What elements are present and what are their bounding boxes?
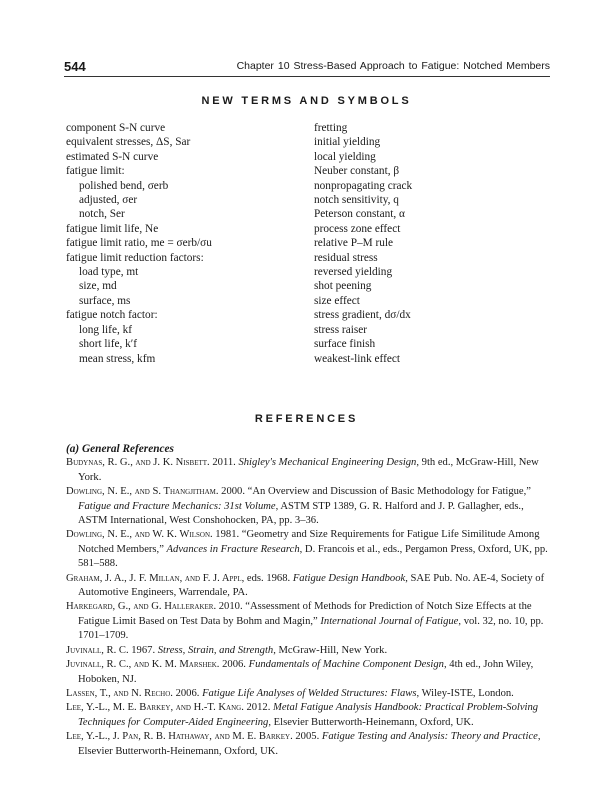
reference-pre: 1981. “Geometry and Size Requirements for Fatigue Life Similitude Among Notched Members,” bbox=[78, 529, 540, 555]
term-item: Peterson constant, α bbox=[314, 208, 405, 221]
term-item: fatigue notch factor: bbox=[66, 309, 158, 322]
reference-title: Metal Fatigue Analysis Handbook: Practical Problem-Solving Techniques for Computer-Aided Engineering bbox=[78, 702, 539, 728]
reference-entry bbox=[66, 687, 550, 701]
reference-title: Stress, Strain, and Strength bbox=[157, 644, 274, 656]
term-item: fatigue limit reduction factors: bbox=[66, 251, 204, 264]
reference-post: , SAE Pub. No. AE-4, Society of Automotive Engineers, Warrendale, PA. bbox=[78, 572, 545, 599]
term-item: process zone effect bbox=[314, 222, 401, 235]
term-item: size effect bbox=[314, 294, 360, 307]
reference-post: , Wiley-ISTE, London. bbox=[416, 687, 514, 699]
term-item: equivalent stresses, ΔS, Sar bbox=[66, 136, 191, 149]
reference-title: Fundamentals of Machine Component Design bbox=[248, 659, 444, 671]
reference-title: Shigley's Mechanical Engineering Design bbox=[238, 457, 417, 469]
reference-entry bbox=[66, 456, 550, 485]
reference-pre: 2000. “An Overview and Discussion of Basic Methodology for Fatigue,” bbox=[218, 486, 531, 498]
term-item: shot peening bbox=[314, 280, 372, 293]
reference-entry bbox=[66, 528, 550, 571]
references-list bbox=[66, 442, 550, 759]
term-item: Neuber constant, β bbox=[314, 165, 400, 178]
term-item: initial yielding bbox=[314, 136, 381, 149]
reference-entry bbox=[66, 701, 550, 730]
reference-authors: Budynas, R. G., and J. K. Nisbett. bbox=[66, 457, 210, 469]
term-item: component S-N curve bbox=[66, 122, 166, 134]
reference-title: Fatigue and Fracture Mechanics: 31st Volume bbox=[78, 500, 276, 512]
reference-post: , Elsevier Butterworth-Heinemann, Oxford, UK. bbox=[78, 731, 541, 757]
terms-left-column bbox=[66, 121, 212, 366]
term-item: relative P–M rule bbox=[314, 237, 394, 250]
reference-entry bbox=[66, 572, 550, 601]
term-item: adjusted, σer bbox=[79, 194, 138, 207]
reference-post: , McGraw-Hill, New York. bbox=[273, 644, 388, 656]
reference-authors: Juvinall, R. C., and K. M. Marshek. bbox=[66, 659, 220, 671]
term-item: surface, ms bbox=[79, 294, 131, 307]
reference-post: , vol. 32, no. 10, pp. 1701–1709. bbox=[78, 615, 544, 642]
term-item: reversed yielding bbox=[314, 266, 393, 279]
reference-post: , ASTM STP 1389, G. R. Halford and J. P. Gallagher, eds., ASTM International, West Conshohocken, PA, pp. 3–36. bbox=[78, 500, 524, 527]
reference-authors: Lee, Y.-L., J. Pan, R. B. Hathaway, and M. E. Barkey. bbox=[66, 731, 293, 743]
reference-post: , 4th ed., John Wiley, Hoboken, NJ. bbox=[78, 659, 534, 685]
term-item: polished bend, σerb bbox=[79, 179, 169, 192]
reference-entry bbox=[66, 485, 550, 528]
term-item: stress raiser bbox=[314, 323, 368, 336]
reference-pre: 1967. bbox=[128, 644, 158, 656]
term-item: stress gradient, dσ/dx bbox=[314, 309, 411, 322]
term-item: residual stress bbox=[314, 251, 378, 264]
term-item: local yielding bbox=[314, 150, 376, 163]
terms-right-column bbox=[314, 121, 412, 366]
term-item: load type, mt bbox=[79, 266, 139, 279]
reference-post: , D. Francois et al., eds., Pergamon Press, Oxford, UK, pp. 581–588. bbox=[78, 543, 548, 570]
term-item: notch, Ser bbox=[79, 208, 125, 221]
term-item: fretting bbox=[314, 122, 348, 134]
reference-entry bbox=[66, 600, 550, 643]
reference-pre: 2011. bbox=[209, 457, 239, 469]
term-item: fatigue limit: bbox=[66, 165, 125, 178]
term-item: mean stress, kfm bbox=[79, 352, 156, 365]
reference-pre: 2005. bbox=[292, 731, 322, 743]
reference-title: Fatigue Testing and Analysis: Theory and Practice bbox=[321, 731, 538, 743]
reference-authors: Lee, Y.-L., M. E. Barkey, and H.-T. Kang. bbox=[66, 702, 244, 714]
references-heading: REFERENCES bbox=[254, 413, 359, 425]
term-item: long life, kf bbox=[79, 323, 133, 336]
term-item: fatigue limit life, Ne bbox=[66, 222, 159, 235]
term-item: estimated S-N curve bbox=[66, 150, 159, 163]
reference-authors: Graham, J. A., J. F. Millan, and F. J. Appl, bbox=[66, 572, 245, 584]
header-rule bbox=[64, 76, 550, 77]
reference-post: , Elsevier Butterworth-Heinemann, Oxford, UK. bbox=[268, 716, 474, 728]
reference-entry bbox=[66, 730, 550, 759]
reference-authors: Harkegard, G., and G. Halleraker. bbox=[66, 601, 217, 613]
references-subheading: (a) General References bbox=[66, 443, 174, 455]
running-header-title: Chapter 10 Stress-Based Approach to Fatigue: Notched Members bbox=[236, 60, 550, 72]
term-item: notch sensitivity, q bbox=[314, 194, 399, 207]
reference-pre: 2006. bbox=[219, 659, 249, 671]
page-number: 544 bbox=[64, 59, 86, 74]
term-item: fatigue limit ratio, me = σerb/σu bbox=[66, 237, 212, 250]
term-item: nonpropagating crack bbox=[314, 179, 413, 192]
term-item: weakest-link effect bbox=[314, 352, 401, 365]
reference-authors: Dowling, N. E., and W. K. Wilson. bbox=[66, 529, 213, 541]
reference-authors: Juvinall, R. C. bbox=[66, 644, 129, 656]
reference-title: International Journal of Fatigue bbox=[320, 615, 459, 627]
reference-pre: 2010. “Assessment of Methods for Prediction of Notch Size Effects at the Fatigue Limit Based on Test Data by Bohm and Magin,” bbox=[78, 601, 532, 627]
reference-entry bbox=[66, 658, 550, 687]
term-item: size, md bbox=[79, 280, 117, 293]
reference-entry bbox=[66, 644, 550, 658]
reference-pre: eds. 1968. bbox=[244, 572, 293, 584]
term-item: surface finish bbox=[314, 338, 376, 351]
new-terms-heading: NEW TERMS AND SYMBOLS bbox=[201, 95, 412, 107]
reference-title: Advances in Fracture Research bbox=[166, 543, 300, 555]
reference-authors: Dowling, N. E., and S. Thangjitham. bbox=[66, 486, 219, 498]
term-item: short life, k′f bbox=[79, 338, 138, 351]
reference-title: Fatigue Design Handbook bbox=[292, 572, 406, 584]
reference-title: Fatigue Life Analyses of Welded Structures: Flaws bbox=[202, 687, 417, 699]
reference-pre: 2012. bbox=[243, 702, 273, 714]
reference-post: , 9th ed., McGraw-Hill, New York. bbox=[78, 457, 539, 483]
reference-pre: 2006. bbox=[172, 687, 203, 699]
reference-authors: Lassen, T., and N. Recho. bbox=[66, 687, 173, 699]
